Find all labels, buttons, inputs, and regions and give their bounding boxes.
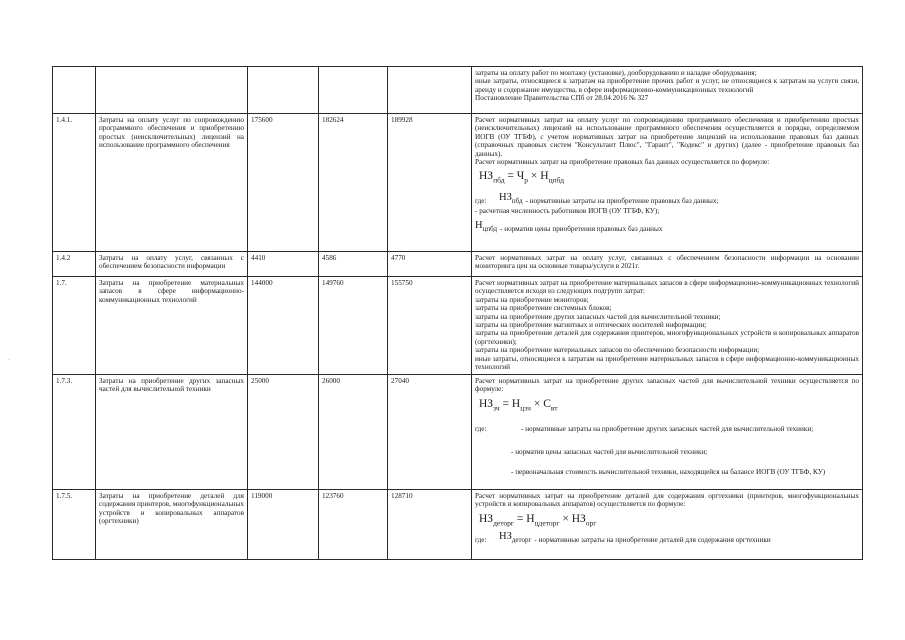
justification-text: Расчет нормативных затрат на приобретение других запасных частей для вычислительной техники осуществляется по формуле:	[475, 377, 859, 394]
justification-line: затраты на приобретение мониторов;	[475, 295, 589, 304]
justification-line: затраты на оплату работ по монтажу (установке), дооборудованию и наладке оборудования;	[475, 69, 757, 77]
definition: где: $НЗ_{пбд}$ - нормативные затраты на приобретение правовых баз данных;	[475, 191, 719, 205]
definition: - норматив цены запасных частей для вычислительной техники;	[511, 447, 708, 456]
justification-line: иные затраты, относящиеся к затратам на приобретение материальных запасов в сфере информационно-коммуникационных технологий	[475, 354, 859, 372]
definition: - расчетная численность работников ИОГВ (ОУ ТГБФ, КУ);	[475, 207, 660, 216]
justification-line: затраты на приобретение деталей для содержания принтеров, многофункциональных устройств и копировальных аппаратов (оргтехники);	[475, 329, 859, 346]
justification-line: затраты на приобретение материальных запасов по обеспечению безопасности информации;	[475, 346, 760, 355]
justification-line: затраты на приобретение других запасных частей для вычислительной техники;	[475, 312, 721, 321]
where-label: где:	[475, 536, 487, 545]
row-value-year2	[319, 67, 388, 114]
row-code	[53, 67, 96, 114]
row-name: Затраты на приобретение материальных запасов в сфере информационно-коммуникационных технологий	[96, 277, 248, 375]
formula: $НЗ_{зч} = Н_{цзч} \times С_{вт}$	[479, 397, 558, 413]
row-name: Затраты на оплату услуг по сопровождению программного обеспечения и приобретению простых (неисключительных) лицензий на использование программного обеспечения	[96, 114, 248, 252]
row-value-year3: 4770	[388, 252, 472, 277]
justification-text: Расчет нормативных затрат на оплату услуг по сопровождению программного обеспечения и приобретению простых (неисключительных) лицензий на использование программного обеспечения осуществляется в порядке, определяемом ИОГВ (ОУ ТГБФ), с учетом нормативных затрат на приобретение лицензий на использование правовых баз данных (справочных правовых систем "Консультант Плюс", "Гарант", "Кодекс" и других) (далее - приобретение правовых баз данных).	[475, 116, 859, 158]
row-value-year2: 4586	[319, 252, 388, 277]
justification-line: затраты на приобретение системных блоков;	[475, 304, 612, 313]
row-value-year1: 144000	[248, 277, 319, 375]
row-value-year2: 182624	[319, 114, 388, 252]
definition: где: - нормативные затраты на приобретение других запасных частей для вычислительной техники;	[475, 425, 814, 434]
justification-line: иные затраты, относящиеся к затратам на приобретение прочих работ и услуг, не относящиеся к затратам на услуги связи, аренду и содержание имущества, в сфере информационно-коммуникационных технологий	[475, 77, 859, 94]
table-row	[53, 490, 863, 560]
row-justification	[472, 490, 863, 560]
table-row	[53, 114, 863, 252]
where-label: где:	[475, 425, 487, 434]
row-value-year1: 25000	[248, 375, 319, 490]
row-justification	[472, 375, 863, 490]
definition: $Н_{цпбд}$ - норматив цены приобретения правовых баз данных	[475, 219, 663, 233]
row-justification	[472, 114, 863, 252]
formula: $НЗ_{пбд} = Ч_р \times Н_{цпбд}$	[479, 170, 565, 185]
row-name: Затраты на приобретение деталей для содержания принтеров, многофункциональных устройств и копировальных аппаратов (оргтехники)	[96, 490, 248, 560]
row-value-year1: 119000	[248, 490, 319, 560]
table-row	[53, 252, 863, 277]
row-code: 1.7.	[53, 277, 96, 375]
row-code: 1.4.2	[53, 252, 96, 277]
row-justification: Расчет нормативных затрат на оплату услуг, связанных с обеспечением безопасности информации на основании мониторинга цен на основные товары/услуги в 2021г.	[472, 252, 863, 277]
row-value-year2: 123760	[319, 490, 388, 560]
row-code: 1.7.3.	[53, 375, 96, 490]
row-code: 1.4.1.	[53, 114, 96, 252]
formula: $НЗ_{деторг} = Н_{цдеторг} \times НЗ_{орг}$	[479, 512, 597, 528]
row-code: 1.7.5.	[53, 490, 96, 560]
row-name	[96, 67, 248, 114]
row-value-year3: 128710	[388, 490, 472, 560]
justification-text: Расчет нормативных затрат на приобретение деталей для содержания оргтехники (принтеров, многофункциональных устройств и копировальных аппаратов) осуществляется по формуле:	[475, 492, 859, 509]
row-value-year3	[388, 67, 472, 114]
budget-table	[52, 66, 863, 560]
row-justification	[472, 67, 863, 114]
scan-mark: ·	[8, 357, 10, 363]
row-value-year3: 27040	[388, 375, 472, 490]
row-value-year2: 149760	[319, 277, 388, 375]
table-row	[53, 375, 863, 490]
row-name: Затраты на приобретение других запасных частей для вычислительной техники	[96, 375, 248, 490]
row-value-year1	[248, 67, 319, 114]
row-value-year3: 155750	[388, 277, 472, 375]
justification-line: затраты на приобретение магнитных и оптических носителей информации;	[475, 321, 707, 330]
where-label: где:	[475, 196, 487, 205]
row-justification	[472, 277, 863, 375]
regulation-reference: Постановление Правительства СПб от 28.04.2016 № 327	[475, 94, 649, 103]
justification-line: Расчет нормативных затрат на приобретение материальных запасов в сфере информационно-коммуникационных технологий осуществляется исходя из следующих подгрупп затрат:	[475, 279, 859, 296]
row-value-year3: 189928	[388, 114, 472, 252]
table-row	[53, 277, 863, 375]
table-row	[53, 67, 863, 114]
definition: - первоначальная стоимость вычислительной техники, находящейся на балансе ИОГВ (ОУ ТГБФ, КУ)	[511, 467, 826, 476]
definition: где: $НЗ_{деторг}$ - нормативные затраты на приобретение деталей для содержания оргтехники	[475, 531, 771, 545]
row-value-year2: 26000	[319, 375, 388, 490]
justification-text: Расчет нормативных затрат на приобретение правовых баз данных осуществляется по формуле:	[475, 158, 770, 167]
row-value-year1: 175600	[248, 114, 319, 252]
row-name: Затраты на оплату услуг, связанных с обеспечением безопасности информации	[96, 252, 248, 277]
row-value-year1: 4410	[248, 252, 319, 277]
